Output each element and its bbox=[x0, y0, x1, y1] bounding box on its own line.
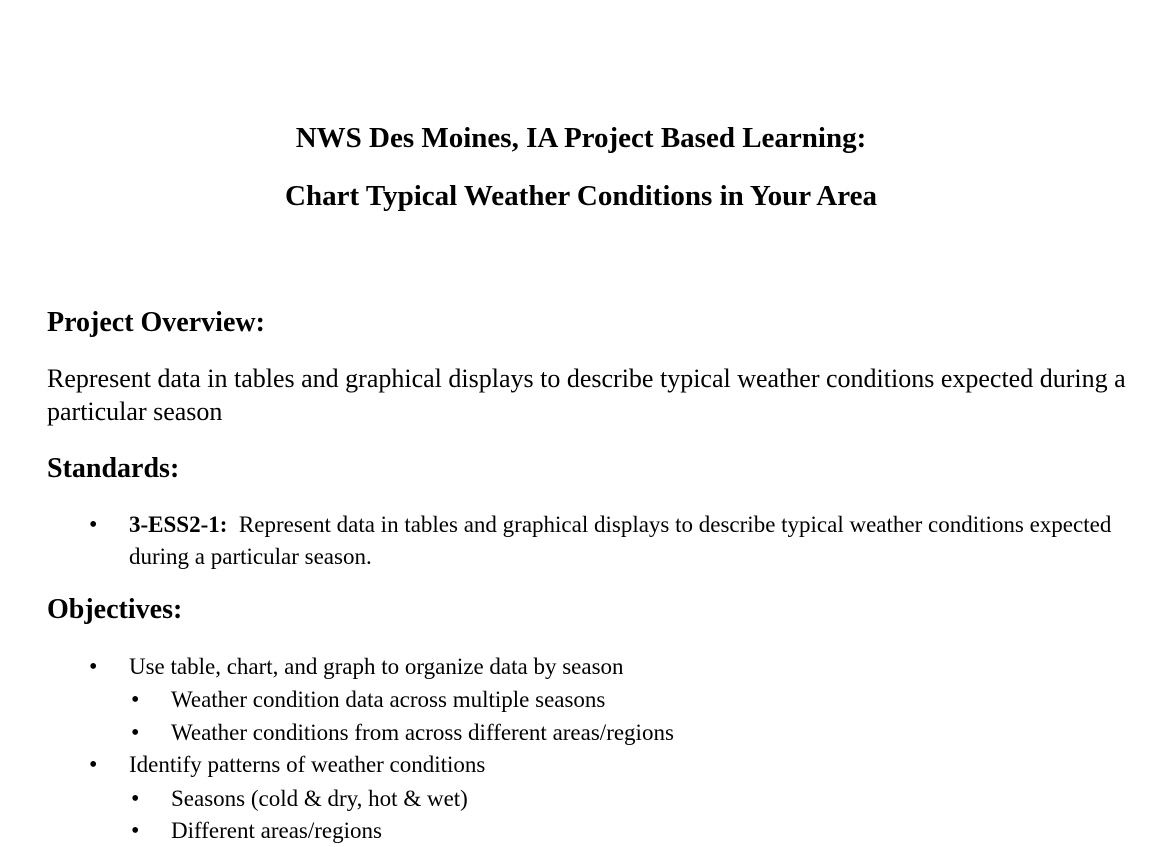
document-title-line-2: Chart Typical Weather Conditions in Your Area bbox=[285, 180, 877, 212]
bullet-icon: • bbox=[89, 512, 98, 538]
project-overview-heading: Project Overview: bbox=[47, 307, 265, 338]
objective-sub-item bbox=[131, 815, 382, 847]
standards-heading: Standards: bbox=[47, 453, 180, 484]
bullet-icon: • bbox=[131, 786, 140, 812]
objective-sub-item bbox=[131, 783, 468, 815]
bullet-icon: • bbox=[89, 752, 98, 778]
objective-item bbox=[89, 651, 624, 683]
project-overview-text: Represent data in tables and graphical displays to describe typical weather conditions expected during a particular season bbox=[47, 364, 1126, 426]
objective-sub-text: Weather conditions from across different areas/regions bbox=[171, 720, 674, 745]
objective-sub-text: Different areas/regions bbox=[171, 818, 382, 843]
standard-text: Represent data in tables and graphical displays to describe typical weather conditions expected during a particular season. bbox=[129, 512, 1112, 569]
bullet-icon: • bbox=[131, 720, 140, 746]
objective-sub-text: Weather condition data across multiple seasons bbox=[171, 687, 606, 712]
bullet-icon: • bbox=[131, 818, 140, 844]
standard-item bbox=[89, 509, 1129, 573]
bullet-icon: • bbox=[131, 687, 140, 713]
objective-sub-item bbox=[131, 684, 606, 716]
bullet-icon: • bbox=[89, 654, 98, 680]
document-title-line-1: NWS Des Moines, IA Project Based Learning: bbox=[295, 122, 867, 154]
objectives-heading: Objectives: bbox=[47, 594, 183, 625]
objective-sub-item bbox=[131, 717, 674, 749]
objective-text: Use table, chart, and graph to organize data by season bbox=[129, 654, 624, 679]
objective-sub-text: Seasons (cold & dry, hot & wet) bbox=[171, 786, 468, 811]
objective-text: Identify patterns of weather conditions bbox=[129, 752, 486, 777]
objective-item bbox=[89, 749, 486, 781]
standard-code: 3-ESS2-1: bbox=[129, 512, 228, 537]
